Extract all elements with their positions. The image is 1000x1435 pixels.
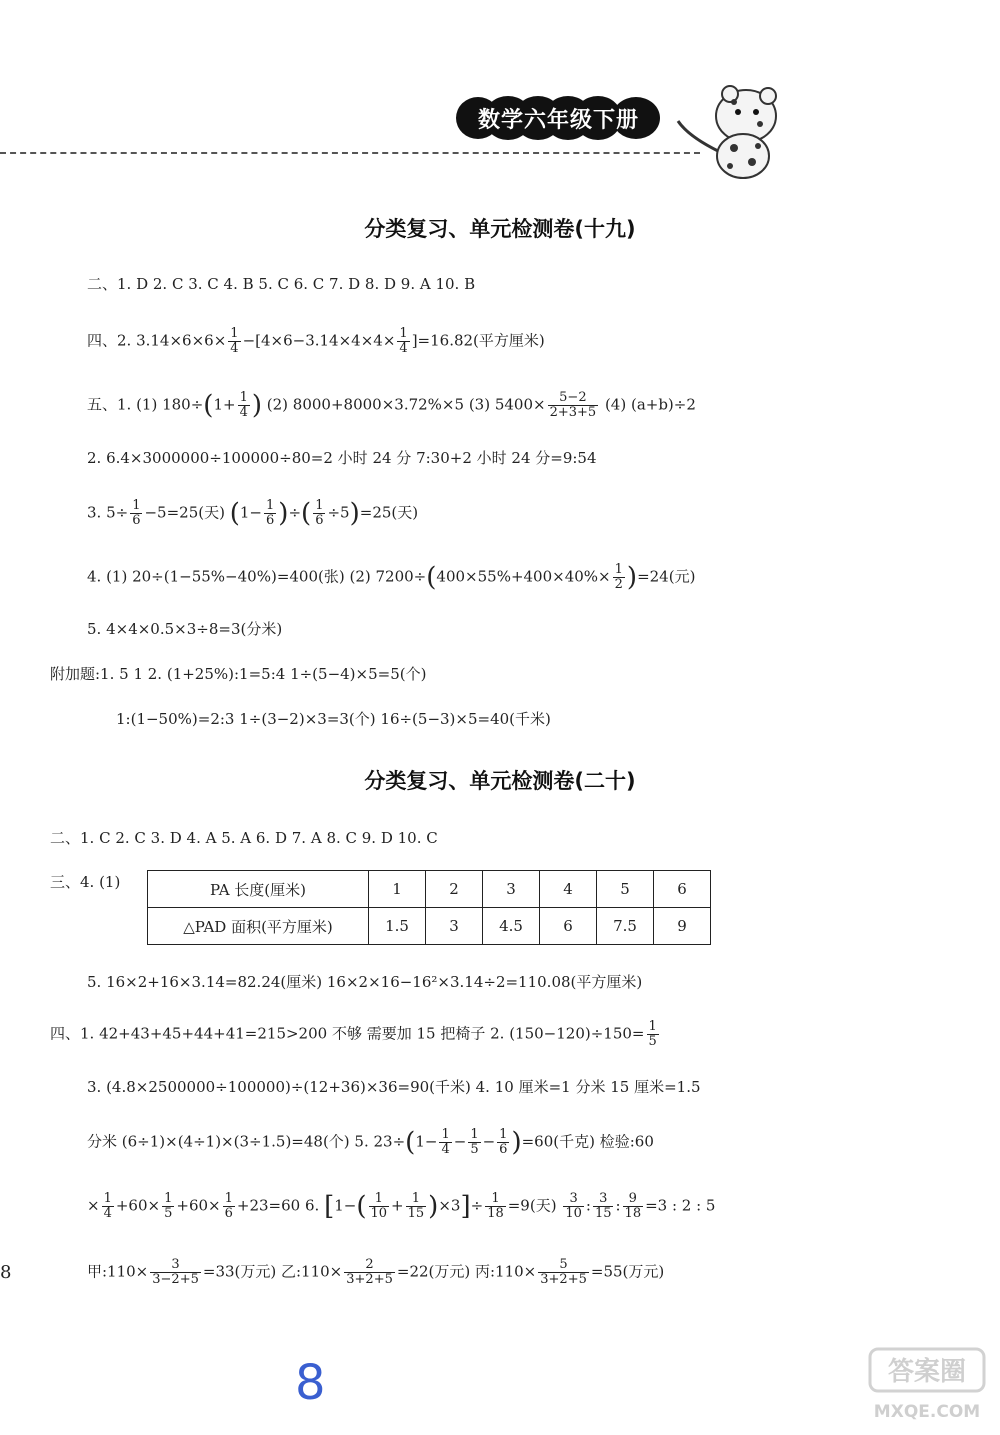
table-cell: 7.5: [597, 908, 654, 945]
s20-line-4-7: 甲:110× $\frac{3}{3-2+5}$ =33(万元) 乙:110× $\frac{2}{3+2+5}$ =22(万元) 丙:110× $\frac{5}{3+2+5}$ =55(万元): [87, 1257, 665, 1287]
page-number: 8: [0, 1262, 12, 1283]
section-19-title: 分类复习、单元检测卷(十九): [364, 217, 636, 241]
svg-text:MXQE.COM: MXQE.COM: [873, 1402, 981, 1422]
s19-line-4-2: 四、2. 3.14×6×6× $\frac{1}{4}$ −[4×6−3.14×4×4× $\frac{1}{4}$ ]=16.82(平方厘米): [87, 326, 545, 356]
table-cell: 6: [540, 908, 597, 945]
s20-line-4-3: 3. (4.8×2500000÷100000)÷(12+36)×36=90(千米) 4. 10 厘米=1 分米 15 厘米=1.5: [87, 1078, 701, 1096]
table-cell: 9: [654, 908, 711, 945]
s20-line-3-4: 三、4. (1): [50, 873, 121, 891]
site-watermark-logo: [868, 1345, 988, 1429]
table-row: [148, 908, 711, 945]
table-cell: 5: [597, 871, 654, 908]
s20-line-choice: 二、1. C 2. C 3. D 4. A 5. A 6. D 7. A 8. C 9. D 10. C: [50, 829, 438, 847]
table-cell: 3: [426, 908, 483, 945]
s20-line-4-1: 四、1. 42+43+45+44+41=215>200 不够 需要加 15 把椅子 2. (150−120)÷150= $\frac{1}{5}$: [50, 1019, 657, 1049]
s19-line-5-3: 3. 5÷ $\frac{1}{6}$ −5=25(天) (1− $\frac{1}{6}$ )÷( $\frac{1}{6}$ ÷5)=25(天): [87, 498, 419, 529]
table-cell: 4: [540, 871, 597, 908]
section-20-title: 分类复习、单元检测卷(二十): [364, 769, 636, 793]
table-cell: 1.5: [369, 908, 426, 945]
table-row-label: PA 长度(厘米): [148, 871, 369, 908]
banner-title: 数学六年级下册: [477, 107, 639, 133]
s20-line-4-5: 分米 (6÷1)×(4÷1)×(3÷1.5)=48(个) 5. 23÷(1− $\frac{1}{4}$ − $\frac{1}{5}$ − $\frac{1}{6}$ )=60(千克) 检验:60: [87, 1127, 654, 1158]
table-row: [148, 871, 711, 908]
table-cell: 4.5: [483, 908, 540, 945]
s19-line-5-5: 5. 4×4×0.5×3÷8=3(分米): [87, 620, 283, 638]
table-cell: 2: [426, 871, 483, 908]
handwritten-mark: 8: [295, 1355, 326, 1411]
s20-line-3-5: 5. 16×2+16×3.14=82.24(厘米) 16×2×16−16²×3.14÷2=110.08(平方厘米): [87, 973, 643, 991]
s20-line-4-6: × $\frac{1}{4}$ +60× $\frac{1}{5}$ +60× $\frac{1}{6}$ +23=60 6. [1−( $\frac{1}{10}$ + $\frac{1}{15}$ )×3]÷ $\frac{1}{18}$ =9(天) $\frac{3}{10}$ : $\frac{3}{15}$ : $\frac{9}{18}$ =3 : 2 : 5: [87, 1191, 716, 1222]
svg-text:答案圈: 答案圈: [887, 1357, 967, 1387]
table-cell: 1: [369, 871, 426, 908]
s19-line-5-2: 2. 6.4×3000000÷100000÷80=2 小时 24 分 7:30+2 小时 24 分=9:54: [87, 449, 597, 467]
pa-area-table: [147, 870, 711, 945]
s19-line-bonus: 附加题:1. 5 1 2. (1+25%):1=5:4 1÷(5−4)×5=5(个): [50, 665, 427, 683]
s19-line-choice: 二、1. D 2. C 3. C 4. B 5. C 6. C 7. D 8. D 9. A 10. B: [87, 275, 476, 293]
header-dashed-line: [0, 152, 700, 154]
title-banner: [456, 96, 661, 140]
table-cell: 3: [483, 871, 540, 908]
table-cell: 6: [654, 871, 711, 908]
s19-line-bonus-2: 1:(1−50%)=2:3 1÷(3−2)×3=3(个) 16÷(5−3)×5=40(千米): [116, 710, 551, 728]
s19-line-5-1: 五、1. (1) 180÷(1+ $\frac{1}{4}$ ) (2) 8000+8000×3.72%×5 (3) 5400× $\frac{5-2}{2+3+5}$ (4) (a+b)÷2: [87, 390, 696, 421]
watermark-stamp-icon: [868, 1345, 988, 1425]
s19-line-5-4: 4. (1) 20÷(1−55%−40%)=400(张) (2) 7200÷(400×55%+400×40%× $\frac{1}{2}$ )=24(元): [87, 562, 696, 593]
table-row-label: △PAD 面积(平方厘米): [148, 908, 369, 945]
leopard-mascot-icon: [668, 76, 803, 186]
